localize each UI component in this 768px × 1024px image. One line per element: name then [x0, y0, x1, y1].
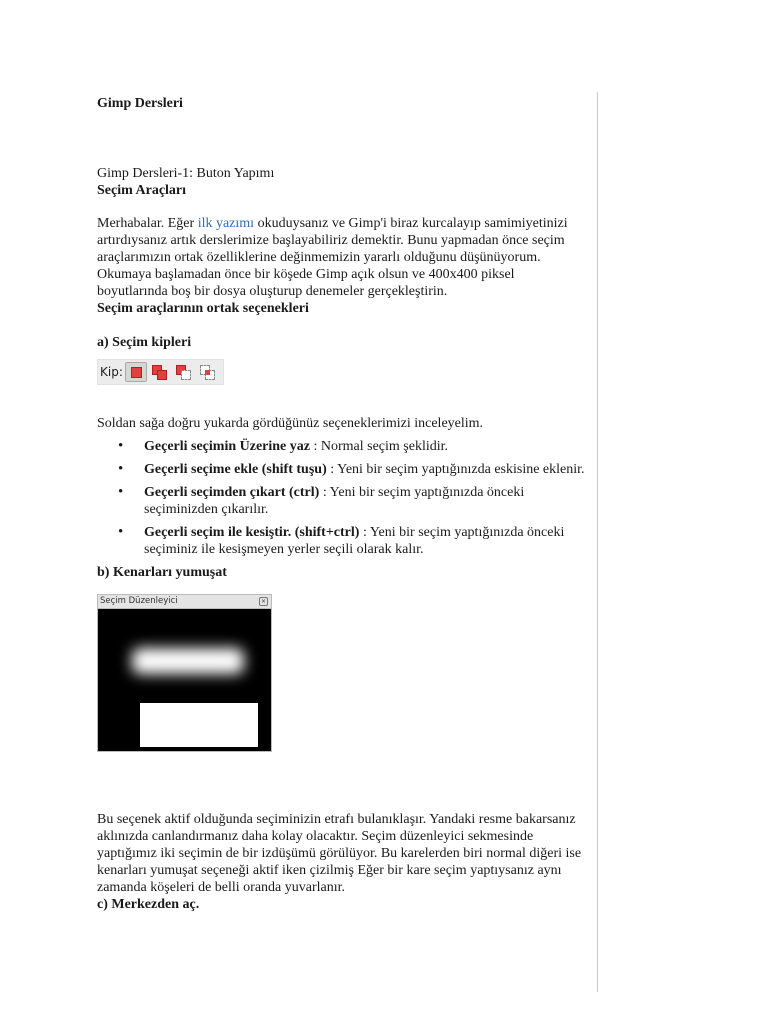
- editor-titlebar: [98, 595, 271, 609]
- center-heading: c) Merkezden aç.: [97, 897, 200, 912]
- list-item: [144, 484, 587, 518]
- close-icon: ×: [260, 598, 267, 605]
- first-post-link[interactable]: ilk yazımı: [197, 216, 255, 231]
- normal-selection: [140, 703, 258, 747]
- section-heading: Seçim Araçları: [97, 183, 187, 198]
- mode-desc: : Yeni bir seçim yaptığınızda eskisine eklenir.: [326, 462, 585, 477]
- intersect-mode-icon: [197, 362, 219, 382]
- mode-desc: : Normal seçim şeklidir.: [309, 439, 449, 454]
- mode-name: Geçerli seçime ekle (shift tuşu): [144, 462, 327, 477]
- feather-paragraph: Bu seçenek aktif olduğunda seçiminizin etrafı bulanıklaşır. Yandaki resme bakarsanız aklınızda canlandırmanız daha kolay olacaktır. Seçim düzenleyici sekmesinde yaptığımız iki seçimin de bir izdüşümü görülüyor. Bu karelerden biri normal diğeri ise kenarları yumuşat seçeneği aktif iken çizilmiş Eğer bir kare seçim yaptıysanız aynı zamanda köşeleri de belli oranda yuvarlanır.: [97, 812, 582, 895]
- modes-heading: a) Seçim kipleri: [97, 335, 192, 350]
- document-title: Gimp Dersleri: [97, 96, 183, 111]
- mode-desc: : Yeni bir seçim yaptığınızda önceki seçiminiz ile kesişmeyen yerler seçili olarak kalır.: [144, 525, 565, 557]
- document-body: [97, 95, 587, 913]
- editor-title: Seçim Düzenleyici: [100, 596, 178, 606]
- intro-text-rest: okuduysanız ve Gimp'i biraz kurcalayıp samimiyetinizi artırdıysanız artık derslerimize başlayabiliriz demektir. Bunu yapmadan önce seçim araçlarımızın ortak özelliklerine değinmemizin yararlı olduğunu düşünüyorum. Okumaya başlamadan önce bir köşede Gimp açık olsun ve 400x400 piksel boyutlarında boş bir dosya oluşturup denemeler gerçekleştirin.: [97, 216, 568, 299]
- intro-text-start: Merhabalar. Eğer: [97, 216, 198, 231]
- feathered-selection: [132, 648, 244, 674]
- intro-paragraph: [97, 215, 587, 300]
- list-item: [144, 438, 587, 455]
- mode-name: Geçerli seçim ile kesiştir. (shift+ctrl): [144, 525, 360, 540]
- kip-label: Kip:: [100, 364, 123, 379]
- page-edge: [597, 92, 598, 992]
- add-mode-icon: [149, 362, 171, 382]
- mode-name: Geçerli seçimin Üzerine yaz: [144, 439, 310, 454]
- modes-list: [97, 438, 587, 558]
- mode-toolbar-image: [97, 359, 224, 385]
- mode-name: Geçerli seçimden çıkart (ctrl): [144, 485, 320, 500]
- list-item: [144, 461, 587, 478]
- list-item: [144, 524, 587, 558]
- subtract-mode-icon: [173, 362, 195, 382]
- selection-editor-image: [97, 594, 272, 752]
- subtitle: Gimp Dersleri-1: Buton Yapımı: [97, 166, 275, 181]
- common-options-heading: Seçim araçlarının ortak seçenekleri: [97, 301, 309, 316]
- replace-mode-icon: [125, 362, 147, 382]
- feather-heading: b) Kenarları yumuşat: [97, 565, 227, 580]
- mode-desc: : Yeni bir seçim yaptığınızda önceki seçiminizden çıkarılır.: [144, 485, 525, 517]
- modes-intro: Soldan sağa doğru yukarda gördüğünüz seçeneklerimizi inceleyelim.: [97, 416, 484, 431]
